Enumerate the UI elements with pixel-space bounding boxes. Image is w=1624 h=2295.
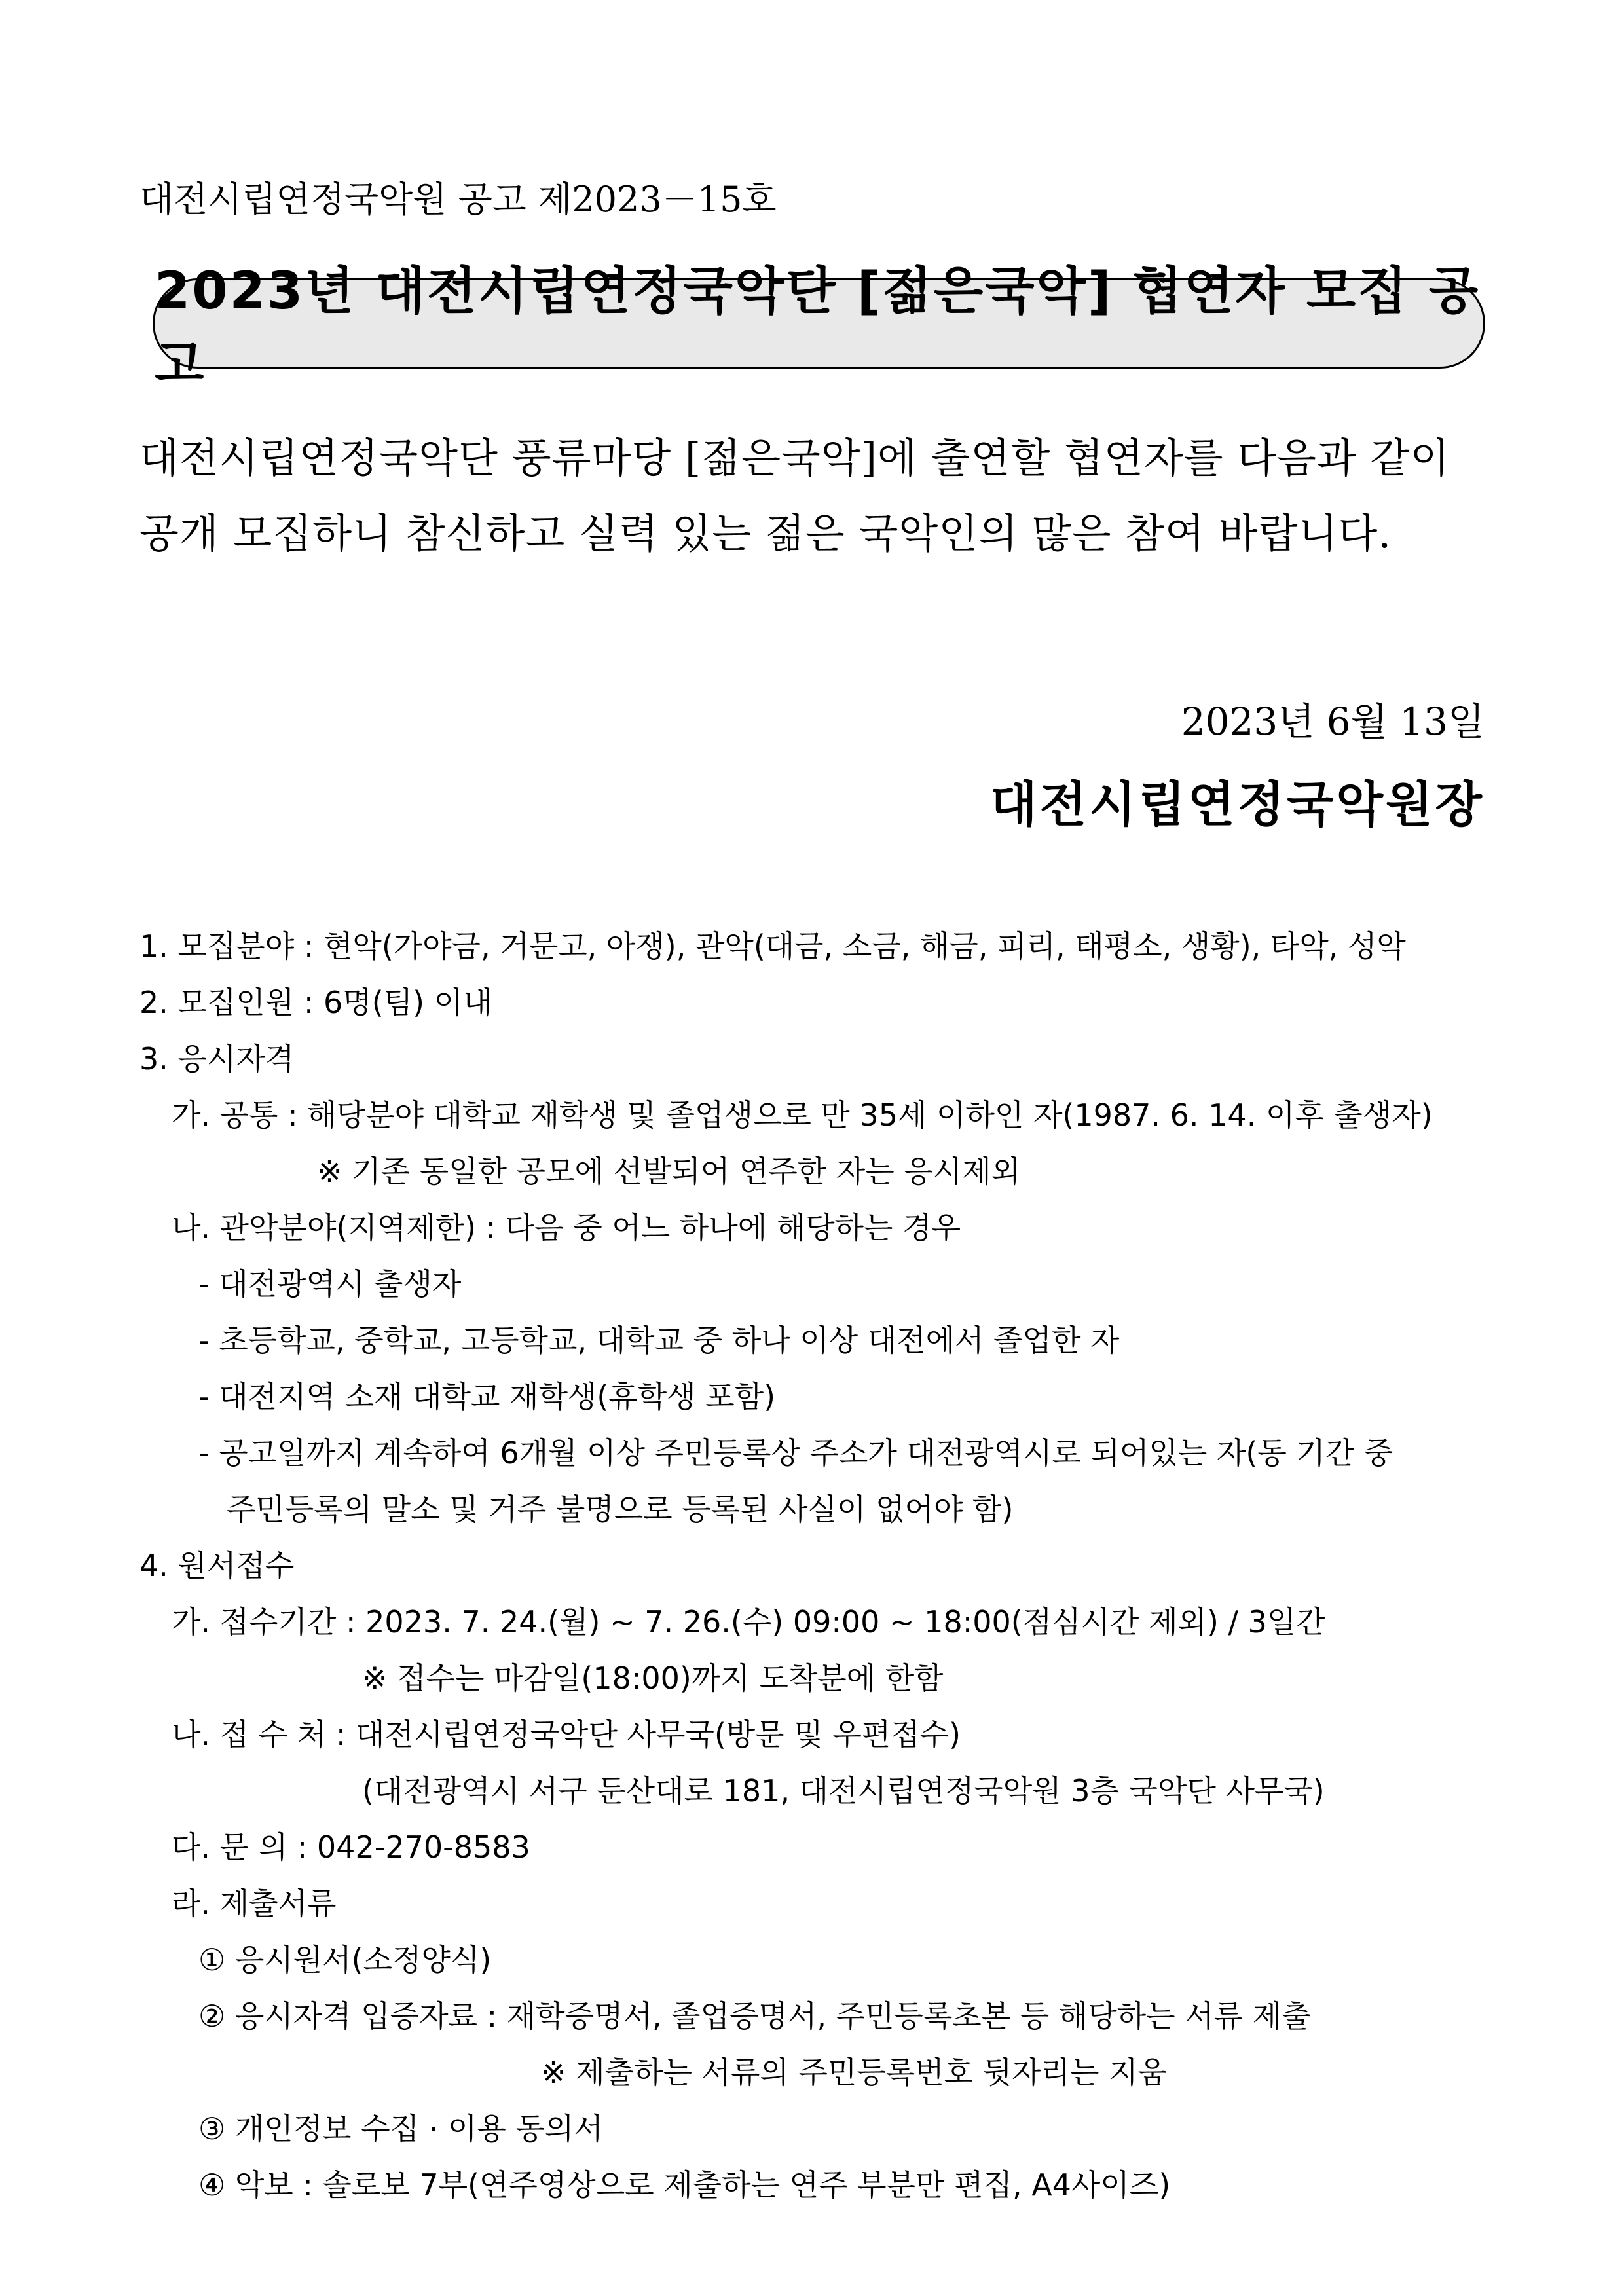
item-qualification-wind-1: - 대전광역시 출생자	[198, 1266, 462, 1302]
item-application-place: 나. 접 수 처 : 대전시립연정국악단 사무국(방문 및 우편접수)	[172, 1717, 961, 1752]
notice-date: 2023년 6월 13일	[1181, 699, 1485, 744]
item-application-address: (대전광역시 서구 둔산대로 181, 대전시립연정국악원 3층 국악단 사무국)	[362, 1773, 1325, 1808]
item-qualification-wind-3: - 대전지역 소재 대학교 재학생(휴학생 포함)	[198, 1379, 776, 1414]
item-qualification-wind-2: - 초등학교, 중학교, 고등학교, 대학교 중 하나 이상 대전에서 졸업한 자	[198, 1323, 1120, 1358]
item-application-period: 가. 접수기간 : 2023. 7. 24.(월) ~ 7. 26.(수) 09:00 ~ 18:00(점심시간 제외) / 3일간	[172, 1604, 1325, 1640]
item-document-2: ② 응시자격 입증자료 : 재학증명서, 졸업증명서, 주민등록초본 등 해당하는 서류 제출	[198, 1998, 1311, 2034]
item-qualification-heading: 3. 응시자격	[139, 1041, 295, 1076]
notice-number: 대전시립연정국악원 공고 제2023－15호	[139, 179, 777, 220]
intro-line-2: 공개 모집하니 참신하고 실력 있는 젊은 국악인의 많은 참여 바랍니다.	[139, 509, 1392, 557]
item-application-contact: 다. 문 의 : 042-270-8583	[172, 1829, 530, 1865]
signer-title: 대전시립연정국악원장	[990, 777, 1485, 833]
item-application-period-note: ※ 접수는 마감일(18:00)까지 도착분에 한함	[362, 1661, 944, 1696]
item-application-heading: 4. 원서접수	[139, 1548, 295, 1583]
item-document-3: ③ 개인정보 수집 · 이용 동의서	[198, 2111, 603, 2146]
intro-line-1: 대전시립연정국악단 풍류마당 [젊은국악]에 출연할 협연자를 다음과 같이	[139, 434, 1450, 482]
title-box	[153, 262, 1485, 394]
item-document-1: ① 응시원서(소정양식)	[198, 1942, 492, 1977]
item-qualification-common-note: ※ 기존 동일한 공모에 선발되어 연주한 자는 응시제외	[317, 1154, 1021, 1189]
item-recruit-count: 2. 모집인원 : 6명(팀) 이내	[139, 985, 492, 1020]
item-qualification-common: 가. 공통 : 해당분야 대학교 재학생 및 졸업생으로 만 35세 이하인 자(1987. 6. 14. 이후 출생자)	[172, 1097, 1433, 1133]
item-qualification-wind: 나. 관악분야(지역제한) : 다음 중 어느 하나에 해당하는 경우	[172, 1210, 961, 1245]
item-qualification-wind-4: - 공고일까지 계속하여 6개월 이상 주민등록상 주소가 대전광역시로 되어있는 자(동 기간 중	[198, 1435, 1393, 1471]
item-documents-heading: 라. 제출서류	[172, 1886, 337, 1921]
item-qualification-wind-4-cont: 주민등록의 말소 및 거주 불명으로 등록된 사실이 없어야 함)	[227, 1492, 1014, 1527]
item-document-2-note: ※ 제출하는 서류의 주민등록번호 뒷자리는 지움	[541, 2055, 1167, 2090]
item-document-4: ④ 악보 : 솔로보 7부(연주영상으로 제출하는 연주 부분만 편집, A4사이즈)	[198, 2167, 1171, 2203]
item-recruit-field: 1. 모집분야 : 현악(가야금, 거문고, 아쟁), 관악(대금, 소금, 해금, 피리, 태평소, 생황), 타악, 성악	[139, 928, 1406, 964]
page-title: 2023년 대전시립연정국악단 [젊은국악] 협연자 모집 공고	[155, 262, 1481, 394]
